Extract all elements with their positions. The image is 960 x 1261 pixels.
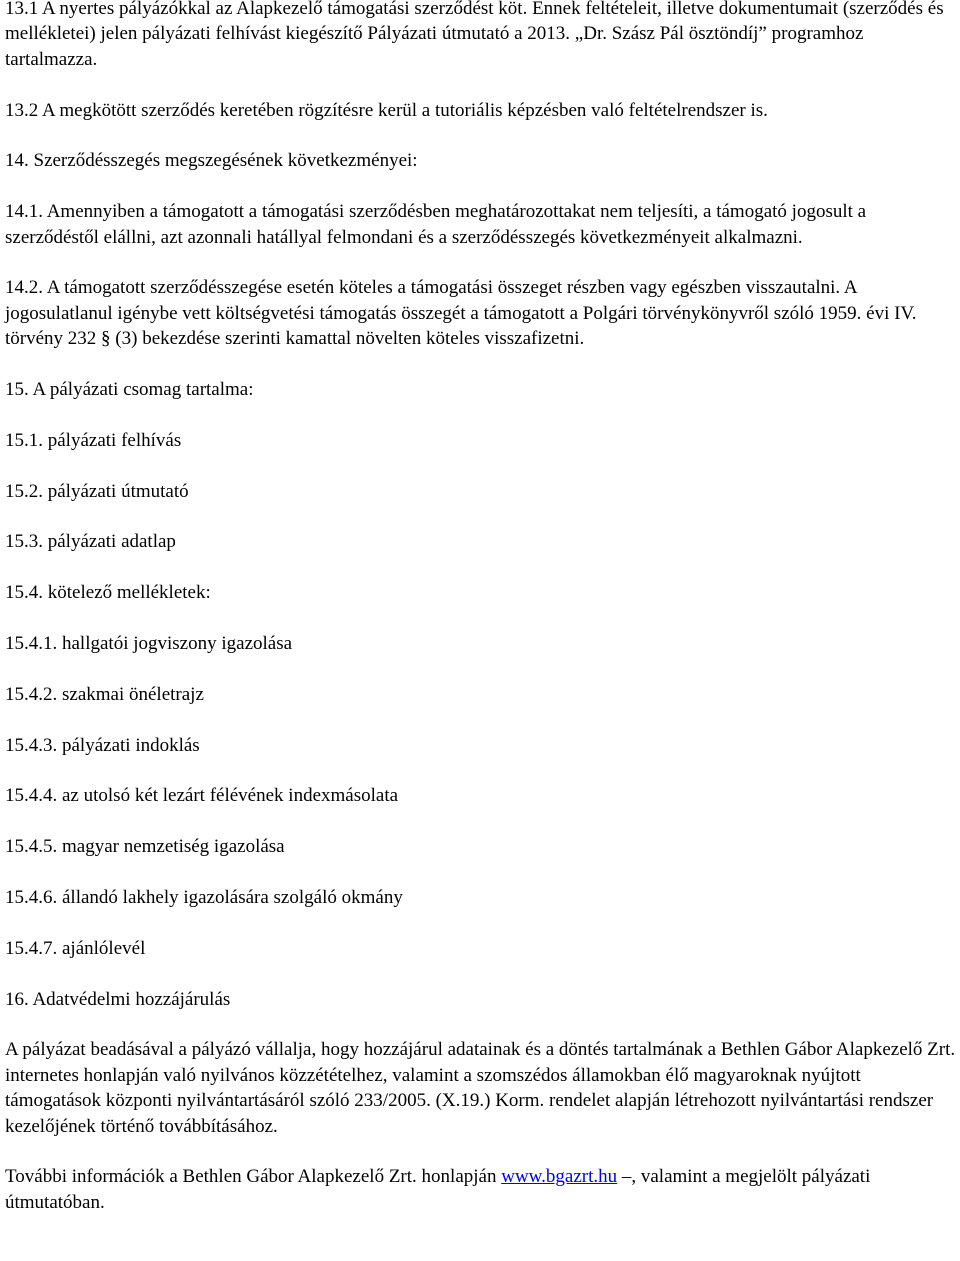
paragraph-13-2: 13.2 A megkötött szerződés keretében rögzítésre kerül a tutoriális képzésben való feltételrendszer is. [5,99,768,121]
list-item: 15.4.1. hallgatói jogviszony igazolása [5,633,293,654]
list-item: 15.4.3. pályázati indoklás [5,734,200,756]
list-item: 15.4.7. ajánlólevél [5,937,146,959]
paragraph-14-1: 14.1. Amennyiben a támogatott a támogatási szerződésben meghatározottakat nem teljesíti, a támogató jogosult a szerződéstől elállni, azt azonnali hatállyal felmondani és a szerződésszegés következményeit alkalmazni. [5,201,867,248]
paragraph-13-1: 13.1 A nyertes pályázókkal az Alapkezelő támogatási szerződést köt. Ennek feltételeit, illetve dokumentumait (szerződés és mellékletei) jelen pályázati felhívást kiegészítő Pályázati útmutató a 2013. „Dr. Szász Pál ösztöndíj” programhoz tartalmazza. [5,0,944,70]
section-16-heading: 16. Adatvédelmi hozzájárulás [5,988,231,1010]
list-item: 15.4.5. magyar nemzetiség igazolása [5,836,285,858]
document-page [5,0,957,1215]
footer-paragraph [5,1164,957,1215]
list-item: 15.4.2. szakmai önéletrajz [5,683,204,705]
list-item: 15.1. pályázati felhívás [5,429,182,451]
list-item: 15.2. pályázati útmutató [5,480,189,502]
list-item: 15.4.6. állandó lakhely igazolására szolgáló okmány [5,886,403,908]
list-item: 15.4.4. az utolsó két lezárt félévének indexmásolata [5,785,399,807]
list-item: 15.4. kötelező mellékletek: [5,582,211,604]
footer-text-before-link: További információk a Bethlen Gábor Alapkezelő Zrt. honlapján [5,1166,502,1188]
paragraph-16-body: A pályázat beadásával a pályázó vállalja, hogy hozzájárul adatainak és a döntés tartalmának a Bethlen Gábor Alapkezelő Zrt. internetes honlapján való nyilvános közzétételhez, valamint a szomszédos államokban élő magyaroknak nyújtott támogatások központi nyilvántartásáról szóló 233/2005. (X.19.) Korm. rendelet alapján létrehozott nyilvántartási rendszer kezelőjének történő továbbításához. [5,1039,956,1137]
footer-text-after-link: –, valamint a megjelölt pályázati útmutatóban. [5,1166,871,1213]
list-item: 15.3. pályázati adatlap [5,531,176,553]
paragraph-14-2: 14.2. A támogatott szerződésszegése esetén köteles a támogatási összeget részben vagy egészben visszautalni. A jogosulatlanul igénybe vett költségvetési támogatás összegét a támogatott a Polgári törvénykönyvről szóló 1959. évi IV. törvény 232 § (3) bekezdése szerinti kamattal növelten köteles visszafizetni. [5,277,917,350]
section-15-heading: 15. A pályázati csomag tartalma: [5,379,254,401]
website-link[interactable]: www.bgazrt.hu [501,1166,618,1188]
section-14-heading: 14. Szerződésszegés megszegésének következményei: [5,150,418,172]
